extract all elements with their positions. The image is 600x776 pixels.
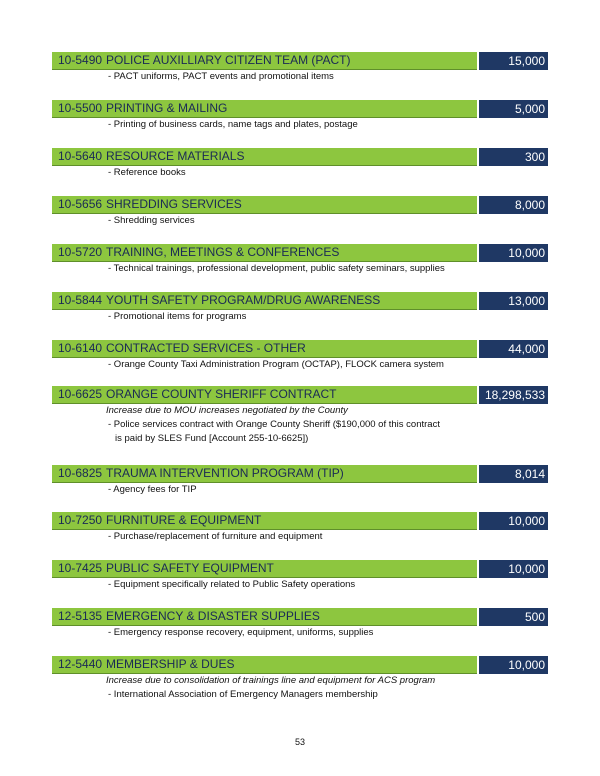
account-bar — [52, 292, 548, 310]
account-bar — [52, 148, 548, 166]
account-name: RESOURCE MATERIALS — [106, 149, 245, 163]
account-bar — [52, 608, 548, 626]
page-number: 53 — [294, 737, 305, 747]
account-name: FURNITURE & EQUIPMENT — [106, 513, 262, 527]
account-code: 12-5440 — [58, 657, 103, 671]
budget-entry — [52, 560, 548, 592]
account-amount: 10,000 — [479, 244, 548, 262]
account-code: 10-5490 — [58, 53, 103, 67]
budget-entry — [52, 608, 548, 640]
account-bar — [52, 512, 548, 530]
account-description-continued: is paid by SLES Fund [Account 255-10-6625]) — [115, 433, 309, 444]
account-name: PRINTING & MAILING — [106, 101, 228, 115]
account-description: - Promotional items for programs — [108, 311, 247, 322]
account-bar — [52, 196, 548, 214]
budget-entry — [52, 465, 548, 497]
account-bar — [52, 465, 548, 483]
account-name: POLICE AUXILLIARY CITIZEN TEAM (PACT) — [106, 53, 351, 67]
account-bar — [52, 52, 548, 70]
account-amount: 500 — [479, 608, 548, 626]
account-description: - Agency fees for TIP — [108, 484, 197, 495]
account-name: CONTRACTED SERVICES - OTHER — [106, 341, 306, 355]
budget-entry — [52, 244, 548, 276]
budget-entry — [52, 196, 548, 228]
account-name: EMERGENCY & DISASTER SUPPLIES — [106, 609, 320, 623]
budget-entry — [52, 148, 548, 180]
budget-entry — [52, 292, 548, 324]
account-code: 10-7250 — [58, 513, 103, 527]
account-name: TRAUMA INTERVENTION PROGRAM (TIP) — [106, 466, 344, 480]
account-code: 10-5656 — [58, 197, 103, 211]
account-name: ORANGE COUNTY SHERIFF CONTRACT — [106, 387, 337, 401]
account-description: - PACT uniforms, PACT events and promotional items — [108, 71, 334, 82]
account-amount: 13,000 — [479, 292, 548, 310]
account-amount: 5,000 — [479, 100, 548, 118]
account-name: SHREDDING SERVICES — [106, 197, 242, 211]
account-code: 10-5844 — [58, 293, 103, 307]
account-amount: 15,000 — [479, 52, 548, 70]
account-description: - Purchase/replacement of furniture and equipment — [108, 531, 323, 542]
account-description: - Police services contract with Orange County Sheriff ($190,000 of this contract — [108, 419, 440, 430]
account-bar — [52, 340, 548, 358]
account-bar — [52, 100, 548, 118]
account-code: 10-6140 — [58, 341, 103, 355]
account-name: TRAINING, MEETINGS & CONFERENCES — [106, 245, 340, 259]
budget-entry — [52, 340, 548, 372]
account-description: - Emergency response recovery, equipment, uniforms, supplies — [108, 627, 374, 638]
account-name: PUBLIC SAFETY EQUIPMENT — [106, 561, 274, 575]
account-description: - Reference books — [108, 167, 186, 178]
budget-entry — [52, 512, 548, 544]
account-description: - Shredding services — [108, 215, 195, 226]
account-amount: 10,000 — [479, 560, 548, 578]
budget-entry — [52, 386, 548, 446]
account-name: MEMBERSHIP & DUES — [106, 657, 235, 671]
account-description: - Printing of business cards, name tags and plates, postage — [108, 119, 358, 130]
account-bar — [52, 560, 548, 578]
budget-entry — [52, 656, 548, 702]
account-amount: 44,000 — [479, 340, 548, 358]
account-code: 10-7425 — [58, 561, 103, 575]
account-description: - Orange County Taxi Administration Program (OCTAP), FLOCK camera system — [108, 359, 444, 370]
account-description: - International Association of Emergency Managers membership — [108, 689, 378, 700]
account-code: 10-6625 — [58, 387, 103, 401]
increase-note: Increase due to consolidation of trainings line and equipment for ACS program — [106, 675, 436, 686]
account-description: - Equipment specifically related to Public Safety operations — [108, 579, 356, 590]
budget-entry — [52, 52, 548, 84]
account-description: - Technical trainings, professional development, public safety seminars, supplies — [108, 263, 445, 274]
account-amount: 8,000 — [479, 196, 548, 214]
account-amount: 10,000 — [479, 512, 548, 530]
account-code: 10-5720 — [58, 245, 103, 259]
account-code: 12-5135 — [58, 609, 103, 623]
account-bar — [52, 656, 548, 674]
increase-note: Increase due to MOU increases negotiated by the County — [106, 405, 348, 416]
account-amount: 18,298,533 — [479, 386, 548, 404]
account-bar — [52, 244, 548, 262]
account-bar — [52, 386, 548, 404]
account-code: 10-5640 — [58, 149, 103, 163]
account-code: 10-6825 — [58, 466, 103, 480]
account-amount: 8,014 — [479, 465, 548, 483]
account-amount: 10,000 — [479, 656, 548, 674]
account-code: 10-5500 — [58, 101, 103, 115]
account-name: YOUTH SAFETY PROGRAM/DRUG AWARENESS — [106, 293, 381, 307]
budget-entry — [52, 100, 548, 132]
account-amount: 300 — [479, 148, 548, 166]
